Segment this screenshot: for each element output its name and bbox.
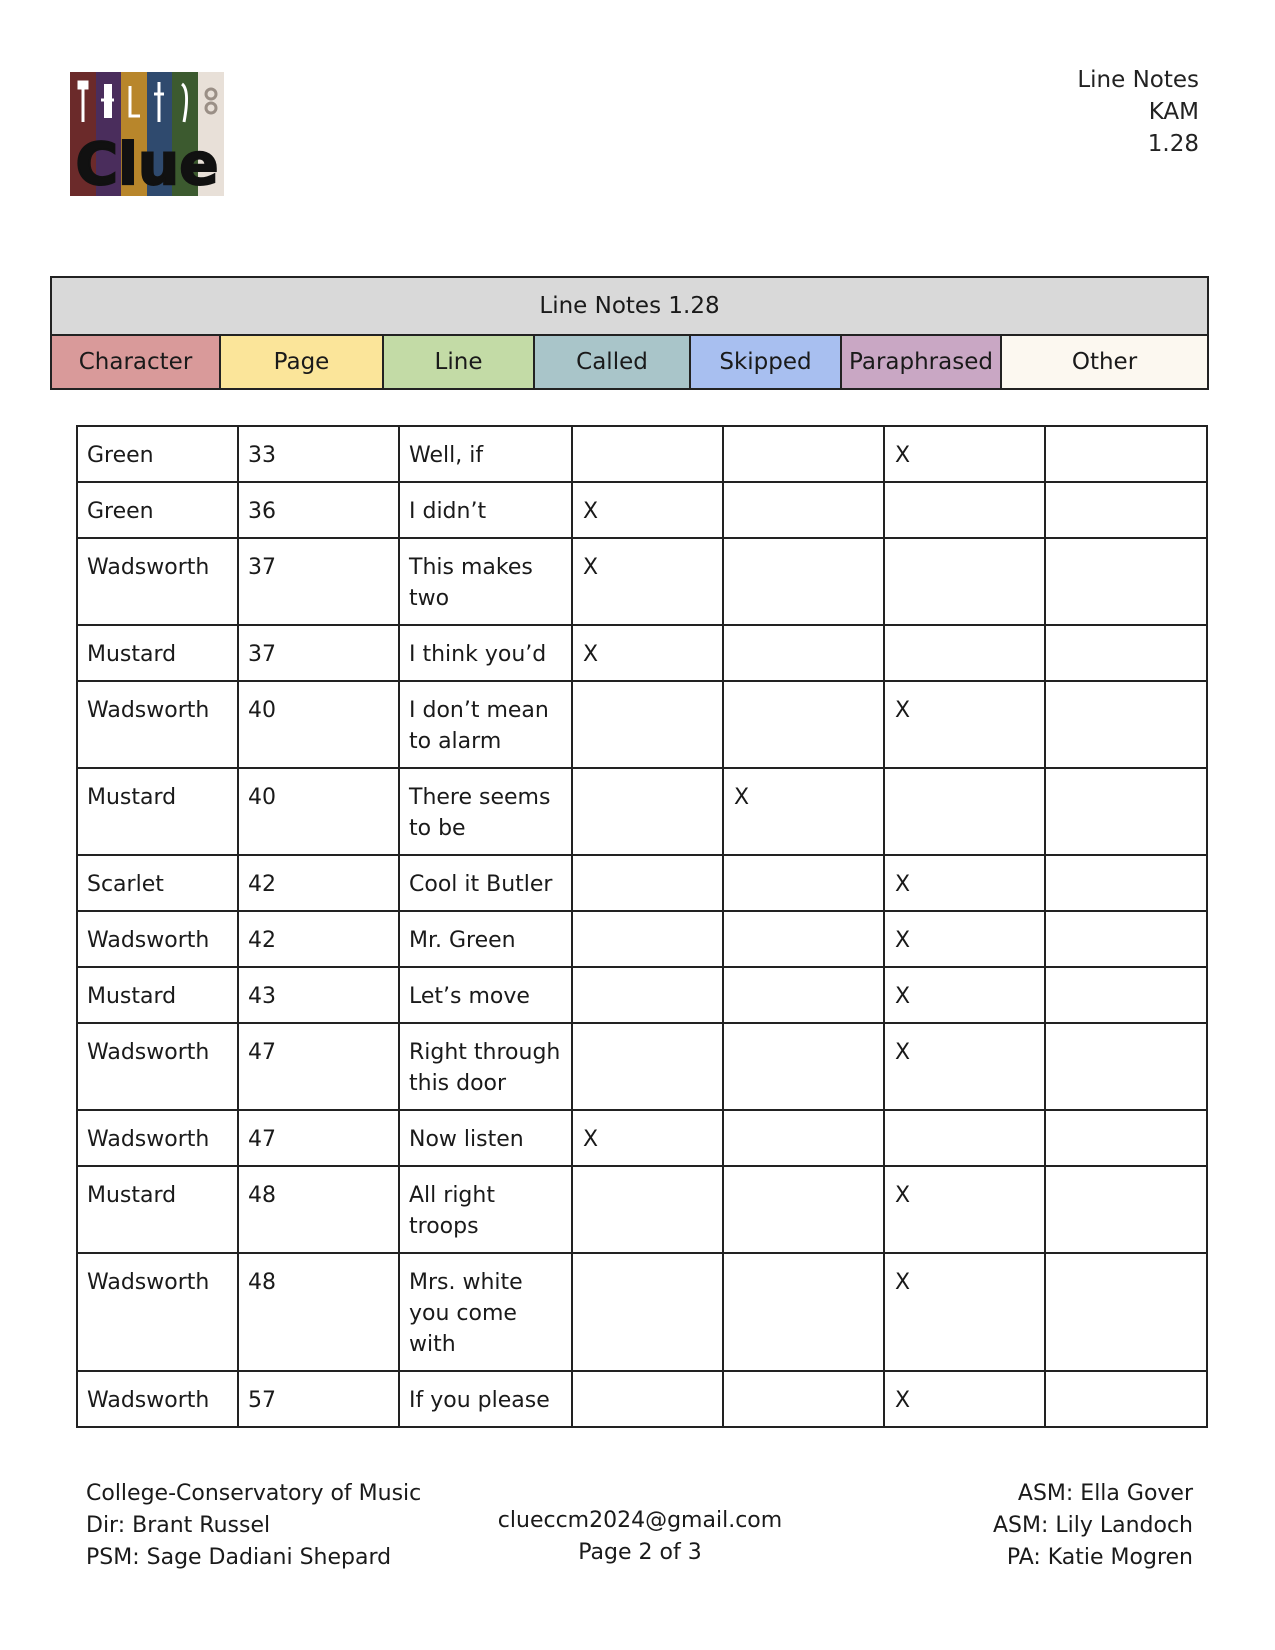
cell-skipped	[723, 1166, 884, 1253]
cell-skipped	[723, 1023, 884, 1110]
legend-page: Page	[221, 336, 384, 388]
header-title: Line Notes	[1077, 67, 1199, 93]
cell-page: 47	[238, 1023, 399, 1110]
legend-title: Line Notes 1.28	[52, 278, 1207, 336]
cell-called	[572, 1253, 723, 1371]
legend-line: Line	[384, 336, 535, 388]
footer-director: Dir: Brant Russel	[86, 1513, 271, 1538]
cell-called	[572, 855, 723, 911]
cell-skipped: X	[723, 768, 884, 855]
cell-other	[1045, 855, 1207, 911]
cell-character: Mustard	[77, 625, 238, 681]
cell-line: All right troops	[399, 1166, 572, 1253]
clue-logo	[70, 72, 224, 196]
cell-character: Wadsworth	[77, 1110, 238, 1166]
table-row	[77, 855, 1207, 911]
cell-page: 47	[238, 1110, 399, 1166]
cell-page: 40	[238, 681, 399, 768]
table-row	[77, 482, 1207, 538]
cell-line: I think you’d	[399, 625, 572, 681]
table-row	[77, 1166, 1207, 1253]
cell-character: Mustard	[77, 967, 238, 1023]
cell-line: Let’s move	[399, 967, 572, 1023]
cell-page: 42	[238, 911, 399, 967]
table-row	[77, 768, 1207, 855]
cell-line: This makes two	[399, 538, 572, 625]
cell-paraphrased: X	[884, 967, 1045, 1023]
cell-other	[1045, 768, 1207, 855]
cell-other	[1045, 538, 1207, 625]
cell-other	[1045, 911, 1207, 967]
legend-row	[52, 336, 1207, 388]
cell-line: Well, if	[399, 426, 572, 482]
cell-paraphrased	[884, 538, 1045, 625]
footer-production-info	[86, 1478, 421, 1574]
cell-line: There seems to be	[399, 768, 572, 855]
cell-line: Right through this door	[399, 1023, 572, 1110]
document-header	[1077, 64, 1199, 160]
cell-character: Green	[77, 426, 238, 482]
cell-paraphrased: X	[884, 1166, 1045, 1253]
cell-other	[1045, 625, 1207, 681]
table-row	[77, 1371, 1207, 1427]
cell-page: 40	[238, 768, 399, 855]
cell-called	[572, 1023, 723, 1110]
clue-logo-image	[70, 72, 224, 196]
legend-other: Other	[1002, 336, 1207, 388]
cell-character: Wadsworth	[77, 1253, 238, 1371]
header-date: 1.28	[1147, 131, 1199, 157]
cell-called	[572, 768, 723, 855]
header-initials: KAM	[1148, 99, 1199, 125]
cell-paraphrased: X	[884, 1253, 1045, 1371]
cell-line: Cool it Butler	[399, 855, 572, 911]
cell-other	[1045, 1166, 1207, 1253]
legend-character: Character	[52, 336, 221, 388]
cell-skipped	[723, 625, 884, 681]
cell-skipped	[723, 426, 884, 482]
legend-skipped: Skipped	[691, 336, 842, 388]
cell-called	[572, 426, 723, 482]
line-notes-table	[76, 425, 1208, 1428]
cell-called: X	[572, 538, 723, 625]
cell-called	[572, 1166, 723, 1253]
cell-line: Mrs. white you come with	[399, 1253, 572, 1371]
cell-called: X	[572, 1110, 723, 1166]
table-row	[77, 1253, 1207, 1371]
cell-other	[1045, 426, 1207, 482]
cell-character: Mustard	[77, 768, 238, 855]
cell-character: Mustard	[77, 1166, 238, 1253]
legend-table	[50, 276, 1209, 390]
cell-paraphrased: X	[884, 426, 1045, 482]
cell-paraphrased	[884, 1110, 1045, 1166]
cell-skipped	[723, 681, 884, 768]
cell-skipped	[723, 1371, 884, 1427]
cell-skipped	[723, 1253, 884, 1371]
footer-asm-1: ASM: Ella Gover	[1017, 1481, 1193, 1506]
footer-crew	[993, 1478, 1193, 1574]
footer-page-number: Page 2 of 3	[578, 1540, 702, 1565]
cell-called	[572, 681, 723, 768]
cell-paraphrased: X	[884, 911, 1045, 967]
cell-paraphrased: X	[884, 1023, 1045, 1110]
cell-paraphrased	[884, 482, 1045, 538]
cell-skipped	[723, 967, 884, 1023]
table-row	[77, 538, 1207, 625]
cell-page: 48	[238, 1166, 399, 1253]
cell-line: I didn’t	[399, 482, 572, 538]
cell-other	[1045, 681, 1207, 768]
cell-skipped	[723, 911, 884, 967]
cell-page: 42	[238, 855, 399, 911]
cell-paraphrased: X	[884, 681, 1045, 768]
footer-school: College-Conservatory of Music	[86, 1481, 422, 1506]
footer-psm: PSM: Sage Dadiani Shepard	[86, 1545, 392, 1570]
table-row	[77, 681, 1207, 768]
cell-line: Now listen	[399, 1110, 572, 1166]
cell-page: 48	[238, 1253, 399, 1371]
cell-other	[1045, 482, 1207, 538]
cell-skipped	[723, 855, 884, 911]
table-row	[77, 426, 1207, 482]
table-row	[77, 911, 1207, 967]
cell-paraphrased: X	[884, 855, 1045, 911]
cell-called: X	[572, 482, 723, 538]
cell-page: 37	[238, 625, 399, 681]
footer-pa: PA: Katie Mogren	[1006, 1545, 1193, 1570]
cell-character: Green	[77, 482, 238, 538]
legend-called: Called	[535, 336, 691, 388]
cell-paraphrased	[884, 625, 1045, 681]
footer-asm-2: ASM: Lily Landoch	[992, 1513, 1193, 1538]
table-row	[77, 967, 1207, 1023]
cell-page: 43	[238, 967, 399, 1023]
cell-line: Mr. Green	[399, 911, 572, 967]
legend-paraphrased: Paraphrased	[842, 336, 1002, 388]
table-row	[77, 1023, 1207, 1110]
cell-paraphrased	[884, 768, 1045, 855]
cell-other	[1045, 967, 1207, 1023]
cell-skipped	[723, 482, 884, 538]
cell-line: If you please	[399, 1371, 572, 1427]
logo-wordmark: Clue	[75, 130, 219, 196]
cell-called	[572, 911, 723, 967]
cell-character: Wadsworth	[77, 538, 238, 625]
cell-page: 37	[238, 538, 399, 625]
cell-called: X	[572, 625, 723, 681]
table-row	[77, 625, 1207, 681]
cell-called	[572, 1371, 723, 1427]
cell-character: Wadsworth	[77, 911, 238, 967]
table-row	[77, 1110, 1207, 1166]
cell-other	[1045, 1023, 1207, 1110]
cell-page: 33	[238, 426, 399, 482]
cell-skipped	[723, 538, 884, 625]
cell-other	[1045, 1110, 1207, 1166]
cell-character: Wadsworth	[77, 1023, 238, 1110]
cell-page: 36	[238, 482, 399, 538]
footer-contact	[460, 1505, 820, 1569]
cell-line: I don’t mean to alarm	[399, 681, 572, 768]
cell-page: 57	[238, 1371, 399, 1427]
line-notes-body	[77, 426, 1207, 1427]
cell-other	[1045, 1253, 1207, 1371]
cell-character: Wadsworth	[77, 1371, 238, 1427]
cell-called	[572, 967, 723, 1023]
footer-email[interactable]: clueccm2024@gmail.com	[497, 1508, 783, 1533]
cell-other	[1045, 1371, 1207, 1427]
cell-character: Wadsworth	[77, 681, 238, 768]
cell-skipped	[723, 1110, 884, 1166]
cell-character: Scarlet	[77, 855, 238, 911]
cell-paraphrased: X	[884, 1371, 1045, 1427]
